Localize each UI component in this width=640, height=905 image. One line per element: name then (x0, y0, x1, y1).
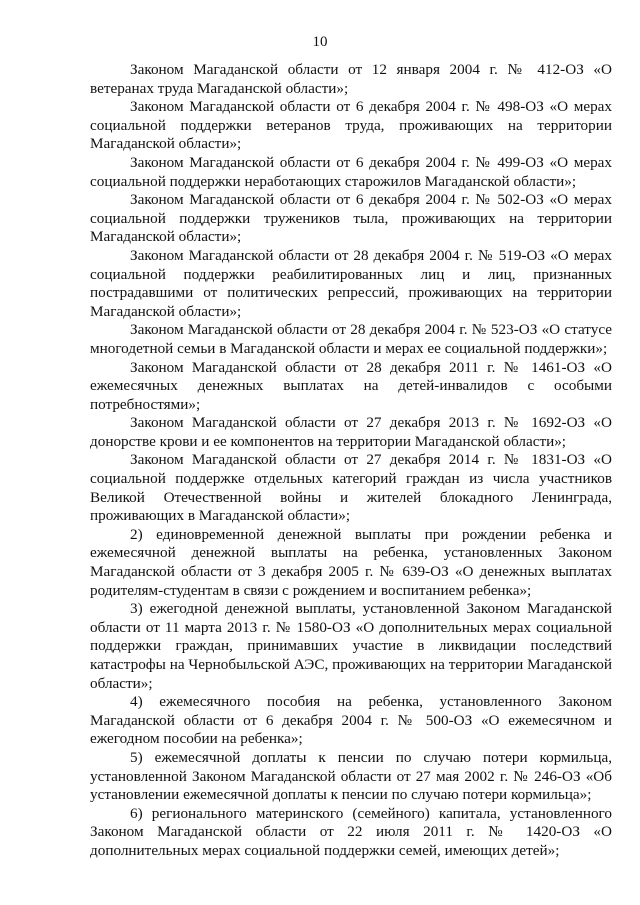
paragraph-law-412: Законом Магаданской области от 12 января 2004 г. № 412-ОЗ «О ветеранах труда Магаданской области»; (90, 61, 612, 97)
document-body (90, 61, 612, 861)
paragraph-law-1831: Законом Магаданской области от 27 декабря 2014 г. № 1831-ОЗ «О социальной поддержке отдельных категорий граждан из числа участников Великой Отечественной войны и жителей блокадного Ленинграда, проживающих в Магаданской области»; (90, 451, 612, 525)
list-item-3: 3) ежегодной денежной выплаты, установленной Законом Магаданской области от 11 марта 2013 г. № 1580-ОЗ «О дополнительных мерах социальной поддержки граждан, принимавших участие в ликвидации последствий катастрофы на Чернобыльской АЭС, проживающих на территории Магаданской области»; (90, 600, 612, 692)
paragraph-law-502: Законом Магаданской области от 6 декабря 2004 г. № 502-ОЗ «О мерах социальной поддержки тружеников тыла, проживающих на территории Магаданской области»; (90, 191, 612, 246)
list-item-2: 2) единовременной денежной выплаты при рождении ребенка и ежемесячной денежной выплаты на ребенка, установленных Законом Магаданской области от 3 декабря 2005 г. № 639-ОЗ «О денежных выплатах родителям-студентам в связи с рождением и воспитанием ребенка»; (90, 525, 612, 599)
paragraph-law-523: Законом Магаданской области от 28 декабря 2004 г. № 523-ОЗ «О статусе многодетной семьи в Магаданской области и мерах ее социальной поддержки»; (90, 321, 612, 357)
list-item-4: 4) ежемесячного пособия на ребенка, установленного Законом Магаданской области от 6 декабря 2004 г. № 500-ОЗ «О ежемесячном и ежегодном пособии на ребенка»; (90, 693, 612, 748)
page-number: 10 (312, 34, 328, 50)
paragraph-law-1461: Законом Магаданской области от 28 декабря 2011 г. № 1461-ОЗ «О ежемесячных денежных выплатах на детей-инвалидов с особыми потребностями»; (90, 358, 612, 413)
list-item-6: 6) регионального материнского (семейного) капитала, установленного Законом Магаданской области от 22 июля 2011 г. № 1420-ОЗ «О дополнительных мерах социальной поддержки семей, имеющих детей»; (90, 804, 612, 859)
paragraph-law-499: Законом Магаданской области от 6 декабря 2004 г. № 499-ОЗ «О мерах социальной поддержки неработающих старожилов Магаданской области»; (90, 153, 612, 190)
paragraph-law-519: Законом Магаданской области от 28 декабря 2004 г. № 519-ОЗ «О мерах социальной поддержки реабилитированных лиц и лиц, признанных пострадавшими от политических репрессий, проживающих на территории Магаданской области»; (90, 246, 612, 320)
paragraph-law-498: Законом Магаданской области от 6 декабря 2004 г. № 498-ОЗ «О мерах социальной поддержки ветеранов труда, проживающих на территории Магаданской области»; (90, 98, 612, 153)
paragraph-law-1692: Законом Магаданской области от 27 декабря 2013 г. № 1692-ОЗ «О донорстве крови и ее компонентов на территории Магаданской области»; (90, 414, 612, 450)
list-item-5: 5) ежемесячной доплаты к пенсии по случаю потери кормильца, установленной Законом Магаданской области от 27 мая 2002 г. № 246-ОЗ «Об установлении ежемесячной доплаты к пенсии по случаю потери кормильца»; (90, 748, 612, 804)
